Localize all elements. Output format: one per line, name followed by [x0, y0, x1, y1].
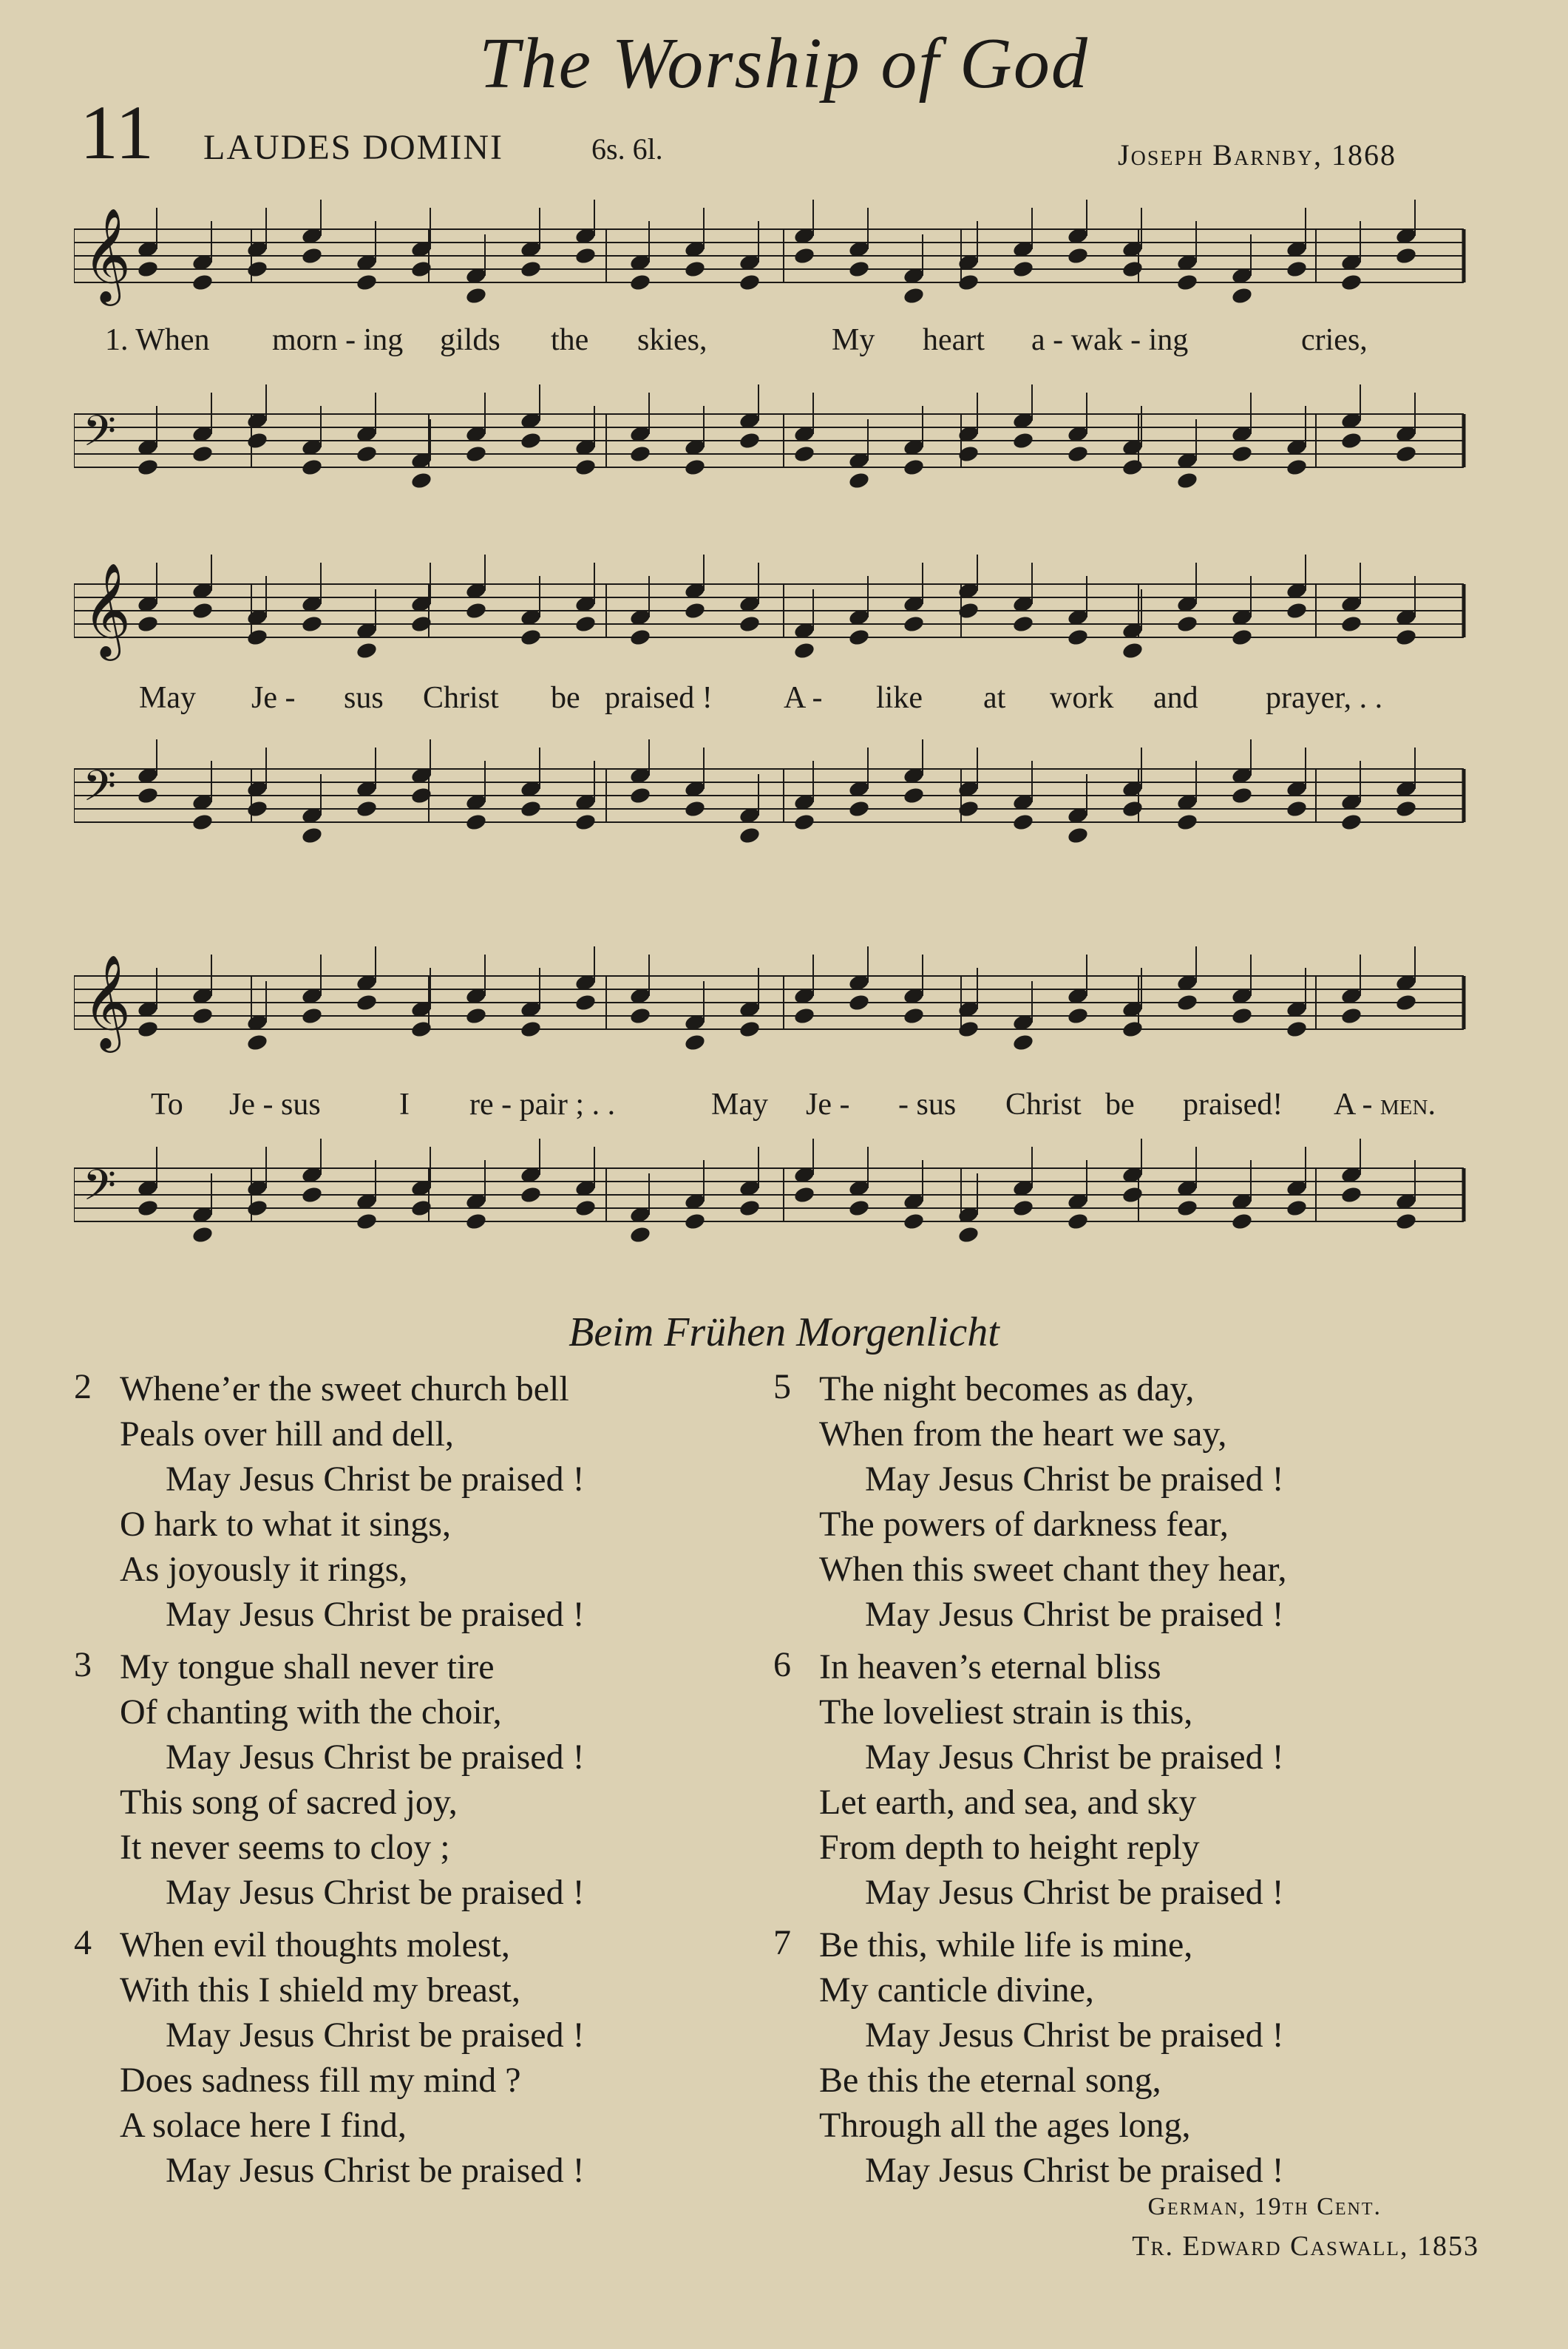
lyric-syllable: prayer, . .: [1266, 681, 1383, 715]
notehead-icon: [1395, 1212, 1418, 1231]
notehead-icon: [465, 444, 488, 464]
notehead-icon: [1176, 993, 1199, 1012]
notehead-icon: [1067, 444, 1090, 464]
lyric-syllable: morn - ing: [272, 323, 404, 357]
notehead-icon: [520, 628, 543, 647]
notehead-icon: [1395, 444, 1418, 464]
verses-right-column: [773, 1366, 1476, 2200]
notehead-icon: [356, 993, 379, 1012]
notehead-icon: [191, 601, 214, 620]
notehead-icon: [1012, 813, 1035, 832]
music-system-3: [74, 932, 1479, 1301]
lyric-syllable: To: [151, 1088, 183, 1122]
verse-line: When from the heart we say,: [819, 1414, 1227, 1454]
notehead-icon: [465, 601, 488, 620]
notehead-icon: [301, 458, 324, 477]
notehead-icon: [191, 1225, 214, 1244]
lyric-syllable: be: [1105, 1088, 1135, 1122]
notehead-icon: [1012, 614, 1035, 634]
tune-name: LAUDES DOMINI: [203, 128, 503, 167]
verse-line: May Jesus Christ be praised !: [865, 2016, 1284, 2055]
notehead-icon: [1340, 273, 1363, 292]
notehead-icon: [1176, 614, 1199, 634]
lyric-syllable: Je - sus: [229, 1088, 321, 1122]
bass-clef-icon: 𝄢: [83, 761, 117, 821]
notehead-icon: [848, 260, 871, 279]
verse-line: When this sweet chant they hear,: [819, 1550, 1287, 1589]
notehead-icon: [301, 1006, 324, 1026]
notehead-icon: [1286, 799, 1309, 818]
verse-line: Of chanting with the choir,: [120, 1692, 502, 1732]
notehead-icon: [246, 799, 269, 818]
hymn-number: 11: [80, 90, 155, 175]
verse-line: May Jesus Christ be praised !: [166, 1873, 585, 1912]
verse: [773, 1644, 1476, 1915]
notehead-icon: [848, 993, 871, 1012]
notehead-icon: [137, 614, 160, 634]
notehead-icon: [410, 471, 433, 490]
notehead-icon: [903, 286, 926, 305]
notehead-icon: [629, 273, 652, 292]
notehead-icon: [191, 813, 214, 832]
notehead-icon: [1231, 444, 1254, 464]
notehead-icon: [1067, 1212, 1090, 1231]
notehead-icon: [246, 260, 269, 279]
notehead-icon: [1395, 246, 1418, 265]
notehead-icon: [137, 1020, 160, 1039]
verse-number: 6: [773, 1645, 791, 1684]
notehead-icon: [301, 614, 324, 634]
notehead-icon: [957, 1225, 980, 1244]
verse-number: 5: [773, 1367, 791, 1406]
verse: [773, 1366, 1476, 1637]
notehead-icon: [629, 444, 652, 464]
notehead-icon: [629, 1006, 652, 1026]
verse-line: Be this, while life is mine,: [819, 1925, 1193, 1965]
treble-clef-icon: 𝄞: [83, 207, 132, 302]
lyric-syllable: re - pair ; . .: [469, 1088, 616, 1122]
verse-number: 2: [74, 1367, 92, 1406]
verse: [74, 1644, 739, 1915]
notehead-icon: [520, 1020, 543, 1039]
lyric-syllable: praised!: [1183, 1088, 1283, 1122]
notehead-icon: [301, 826, 324, 845]
notehead-icon: [1176, 1199, 1199, 1218]
verse-line: As joyously it rings,: [120, 1550, 408, 1589]
notehead-icon: [684, 260, 707, 279]
verse-line: This song of sacred joy,: [120, 1783, 458, 1822]
notehead-icon: [574, 458, 597, 477]
notehead-icon: [1395, 993, 1418, 1012]
bass-staff: [74, 384, 1479, 518]
notehead-icon: [465, 1212, 488, 1231]
verse-line: It never seems to cloy ;: [120, 1828, 450, 1867]
lyric-syllable: and: [1153, 681, 1198, 715]
lyric-syllable: work: [1050, 681, 1114, 715]
notehead-icon: [1121, 260, 1144, 279]
notehead-icon: [1286, 1020, 1309, 1039]
bass-clef-icon: 𝄢: [83, 406, 117, 467]
notehead-icon: [1231, 286, 1254, 305]
verse-line: May Jesus Christ be praised !: [865, 2151, 1284, 2190]
notehead-icon: [301, 1185, 324, 1204]
lyric-syllable: May: [711, 1088, 768, 1122]
notehead-icon: [137, 260, 160, 279]
notehead-icon: [903, 1212, 926, 1231]
notehead-icon: [1340, 813, 1363, 832]
lyric-syllable: the: [551, 323, 589, 357]
notehead-icon: [903, 458, 926, 477]
lyric-syllable: 1. When: [105, 323, 210, 357]
notehead-icon: [574, 1199, 597, 1218]
verse-line: In heaven’s eternal bliss: [819, 1647, 1161, 1687]
page-title: The Worship of God: [479, 24, 1089, 104]
verse-line: May Jesus Christ be praised !: [865, 1460, 1284, 1499]
notehead-icon: [356, 444, 379, 464]
notehead-icon: [1176, 273, 1199, 292]
notehead-icon: [739, 431, 761, 450]
notehead-icon: [1395, 628, 1418, 647]
lyric-syllable: sus: [344, 681, 384, 715]
text-source: German, 19th Cent.: [1147, 2193, 1382, 2220]
lyric-syllable: Je -: [806, 1088, 850, 1122]
notehead-icon: [739, 273, 761, 292]
composer: Joseph Barnby, 1868: [1118, 138, 1396, 172]
notehead-icon: [1067, 1006, 1090, 1026]
music-system-1: [74, 177, 1479, 532]
notehead-icon: [1067, 246, 1090, 265]
lyric-syllable: I: [399, 1088, 410, 1122]
notehead-icon: [520, 1185, 543, 1204]
lyric-syllable: Je -: [251, 681, 296, 715]
notehead-icon: [137, 1199, 160, 1218]
verse-line: O hark to what it sings,: [120, 1505, 451, 1544]
notehead-icon: [465, 286, 488, 305]
verse: [773, 1922, 1476, 2193]
treble-clef-icon: 𝄞: [83, 562, 132, 657]
notehead-icon: [684, 799, 707, 818]
translator: Tr. Edward Caswall, 1853: [1132, 2231, 1479, 2262]
notehead-icon: [191, 1006, 214, 1026]
notehead-icon: [137, 458, 160, 477]
notehead-icon: [356, 1212, 379, 1231]
notehead-icon: [520, 260, 543, 279]
lyric-syllable: - sus: [898, 1088, 957, 1122]
notehead-icon: [1231, 786, 1254, 805]
notehead-icon: [1340, 431, 1363, 450]
notehead-icon: [574, 614, 597, 634]
lyric-syllable: A - men.: [1334, 1088, 1436, 1122]
verse-line: Be this the eternal song,: [819, 2061, 1161, 2100]
notehead-icon: [246, 431, 269, 450]
notehead-icon: [1121, 641, 1144, 660]
notehead-icon: [1067, 628, 1090, 647]
notehead-icon: [684, 1212, 707, 1231]
notehead-icon: [1286, 458, 1309, 477]
notehead-icon: [1340, 1185, 1363, 1204]
notehead-icon: [1286, 601, 1309, 620]
notehead-icon: [356, 641, 379, 660]
notehead-icon: [684, 1033, 707, 1052]
lyric-syllable: Christ: [1005, 1088, 1082, 1122]
verse-number: 3: [74, 1645, 92, 1684]
notehead-icon: [684, 458, 707, 477]
lyric-syllable: praised !: [605, 681, 713, 715]
notehead-icon: [1231, 628, 1254, 647]
treble-clef-icon: 𝄞: [83, 954, 132, 1048]
notehead-icon: [793, 444, 816, 464]
notehead-icon: [793, 246, 816, 265]
verse-line: Whene’er the sweet church bell: [120, 1369, 569, 1409]
notehead-icon: [903, 786, 926, 805]
notehead-icon: [191, 444, 214, 464]
notehead-icon: [1012, 1033, 1035, 1052]
notehead-icon: [793, 813, 816, 832]
notehead-icon: [574, 246, 597, 265]
notehead-icon: [684, 601, 707, 620]
verse-number: 4: [74, 1923, 92, 1962]
notehead-icon: [574, 993, 597, 1012]
notehead-icon: [1012, 260, 1035, 279]
notehead-icon: [246, 628, 269, 647]
verse-line: Let earth, and sea, and sky: [819, 1783, 1197, 1822]
lyric-syllable: My: [832, 323, 875, 357]
verse-line: May Jesus Christ be praised !: [166, 1738, 585, 1777]
notehead-icon: [739, 614, 761, 634]
verse: [74, 1366, 739, 1637]
notehead-icon: [1340, 614, 1363, 634]
bass-clef-icon: 𝄢: [83, 1160, 117, 1221]
notehead-icon: [793, 1185, 816, 1204]
lyric-syllable: heart: [923, 323, 985, 357]
notehead-icon: [739, 1020, 761, 1039]
notehead-icon: [191, 273, 214, 292]
notehead-icon: [848, 628, 871, 647]
notehead-icon: [1231, 1212, 1254, 1231]
notehead-icon: [848, 471, 871, 490]
notehead-icon: [1012, 1199, 1035, 1218]
notehead-icon: [301, 246, 324, 265]
notehead-icon: [246, 1199, 269, 1218]
verse-line: My tongue shall never tire: [120, 1647, 495, 1687]
notehead-icon: [903, 614, 926, 634]
verse-line: May Jesus Christ be praised !: [865, 1738, 1284, 1777]
verse-line: May Jesus Christ be praised !: [166, 1595, 585, 1634]
lyric-syllable: gilds: [440, 323, 500, 357]
verse-line: Does sadness fill my mind ?: [120, 2061, 521, 2100]
verse: [74, 1922, 739, 2193]
treble-staff: [74, 200, 1479, 318]
verse-line: May Jesus Christ be praised !: [865, 1873, 1284, 1912]
meter: 6s. 6l.: [591, 132, 663, 166]
verse-line: May Jesus Christ be praised !: [865, 1595, 1284, 1634]
notehead-icon: [1395, 799, 1418, 818]
lyric-syllable: cries,: [1301, 323, 1368, 357]
notehead-icon: [246, 1033, 269, 1052]
notehead-icon: [1286, 1199, 1309, 1218]
notehead-icon: [1176, 813, 1199, 832]
notehead-icon: [848, 1199, 871, 1218]
verse-line: May Jesus Christ be praised !: [166, 1460, 585, 1499]
verse-line: My canticle divine,: [819, 1970, 1094, 2010]
lyric-syllable: skies,: [637, 323, 707, 357]
verse-line: The night becomes as day,: [819, 1369, 1195, 1409]
notehead-icon: [1121, 1185, 1144, 1204]
notehead-icon: [1121, 458, 1144, 477]
verse-line: The loveliest strain is this,: [819, 1692, 1193, 1732]
notehead-icon: [629, 786, 652, 805]
notehead-icon: [1286, 260, 1309, 279]
music-system-2: [74, 540, 1479, 924]
lyric-syllable: a - wak - ing: [1031, 323, 1189, 357]
tune-subtitle: Beim Frühen Morgenlicht: [569, 1309, 999, 1355]
notehead-icon: [739, 1199, 761, 1218]
verses-left-column: [74, 1366, 739, 2200]
verse-line: From depth to height reply: [819, 1828, 1200, 1867]
lyric-syllable: May: [139, 681, 196, 715]
notehead-icon: [465, 813, 488, 832]
lyric-syllable: like: [876, 681, 923, 715]
treble-staff: [74, 946, 1479, 1079]
verse-line: The powers of darkness fear,: [819, 1505, 1229, 1544]
notehead-icon: [629, 628, 652, 647]
notehead-icon: [1340, 1006, 1363, 1026]
verse-line: Peals over hill and dell,: [120, 1414, 454, 1454]
notehead-icon: [1121, 1020, 1144, 1039]
notehead-icon: [793, 641, 816, 660]
verse-line: When evil thoughts molest,: [120, 1925, 510, 1965]
verse-line: With this I shield my breast,: [120, 1970, 520, 2010]
notehead-icon: [137, 786, 160, 805]
notehead-icon: [1231, 1006, 1254, 1026]
treble-staff: [74, 555, 1479, 673]
notehead-icon: [356, 273, 379, 292]
notehead-icon: [465, 1006, 488, 1026]
verse-line: Through all the ages long,: [819, 2106, 1191, 2145]
lyric-syllable: at: [983, 681, 1006, 715]
verse-line: May Jesus Christ be praised !: [166, 2016, 585, 2055]
notehead-icon: [793, 1006, 816, 1026]
notehead-icon: [848, 799, 871, 818]
notehead-icon: [629, 1225, 652, 1244]
notehead-icon: [739, 826, 761, 845]
lyric-syllable: A -: [784, 681, 823, 715]
verse-line: May Jesus Christ be praised !: [166, 2151, 585, 2190]
verse-number: 7: [773, 1923, 791, 1962]
notehead-icon: [1067, 826, 1090, 845]
notehead-icon: [1176, 471, 1199, 490]
notehead-icon: [520, 431, 543, 450]
lyric-syllable: be: [551, 681, 580, 715]
verse-line: A solace here I find,: [120, 2106, 407, 2145]
notehead-icon: [520, 799, 543, 818]
bass-staff: [74, 739, 1479, 902]
notehead-icon: [574, 813, 597, 832]
lyric-syllable: Christ: [423, 681, 499, 715]
bass-staff: [74, 1139, 1479, 1287]
notehead-icon: [1012, 431, 1035, 450]
notehead-icon: [356, 799, 379, 818]
notehead-icon: [903, 1006, 926, 1026]
notehead-icon: [1121, 799, 1144, 818]
